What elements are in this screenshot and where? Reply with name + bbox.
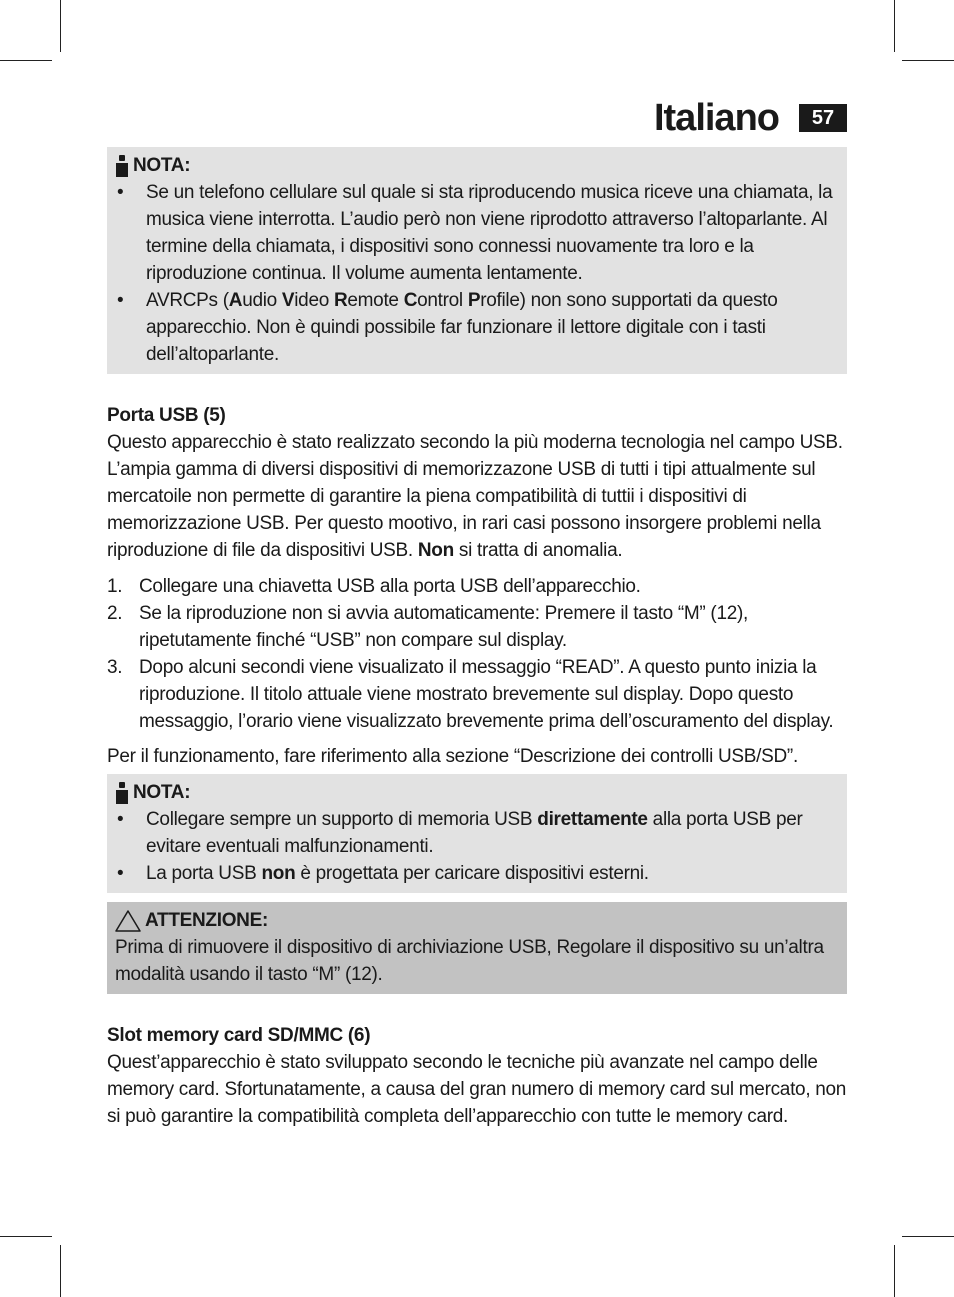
usb-steps (107, 573, 847, 735)
section-heading-sd: Slot memory card SD/MMC (6) (107, 1025, 371, 1046)
page-number: 57 (799, 104, 847, 132)
note-box (107, 147, 847, 374)
crop-mark (902, 60, 954, 61)
warning-title-row (115, 907, 839, 934)
page-language-title: Italiano (653, 97, 779, 139)
note-bullet: • Se un telefono cellulare sul quale si sta riproducendo musica riceve una chiamata, la musica viene interrotta. L’audio però non viene riprodotto attraverso l’altoparlante. Al termine della chiamata, i dispositivi sono connessi nuovamente tra loro e la riproduzione continua. Il volume aumenta lentamente. (115, 179, 839, 287)
note-bullet: • La porta USB non è progettata per caricare dispositivi esterni. (115, 860, 839, 887)
page-content (107, 147, 847, 1130)
warning-box (107, 902, 847, 994)
crop-mark (0, 1236, 52, 1237)
note-bullets (115, 179, 839, 368)
crop-mark (60, 1245, 61, 1297)
info-icon (115, 782, 129, 804)
info-icon (115, 155, 129, 177)
usb-paragraph: Questo apparecchio è stato realizzato secondo la più moderna tecnologia nel campo USB. L’ampia gamma di diversi dispositivi di memorizzazone USB di tutti i tipi attualmente sul mercatoile non permette di garantire la piena compatibilità di tuttii i dispositivi di memorizzazione USB. Per questo mootivo, in rari casi possono insorgere problemi nella riproduzione di file da dispositivi USB. Non si tratta di anomalia. (107, 432, 843, 561)
note-bullet: • AVRCPs (Audio Video Remote Control Profile) non sono supportati da questo apparecchio. Non è quindi possibile far funzionare il lettore digitale con i tasti dell’altoparlante. (115, 287, 839, 368)
note-title: NOTA: (133, 155, 191, 176)
crop-mark (0, 60, 52, 61)
warning-title: ATTENZIONE: (145, 910, 269, 931)
note-title-row (115, 152, 839, 179)
crop-mark (894, 1245, 895, 1297)
note-bullets (115, 806, 839, 887)
note-title-row (115, 779, 839, 806)
note-box (107, 774, 847, 893)
crop-mark (60, 0, 61, 52)
crop-mark (902, 1236, 954, 1237)
usb-reference-text: Per il funzionamento, fare riferimento alla sezione “Descrizione dei controlli USB/SD”. (107, 746, 798, 767)
section-heading-usb: Porta USB (5) (107, 405, 226, 426)
crop-mark (894, 0, 895, 52)
note-bullet: • Collegare sempre un supporto di memoria USB direttamente alla porta USB per evitare eventuali malfunzionamenti. (115, 806, 839, 860)
warning-text: Prima di rimuovere il dispositivo di archiviazione USB, Regolare il dispositivo su un’altra modalità usando il tasto “M” (12). (115, 937, 824, 985)
step-item: 3. Dopo alcuni secondi viene visualizato il messaggio “READ”. A questo punto inizia la riproduzione. Il titolo attuale viene mostrato brevemente sul display. Dopo questo messaggio, l’orario viene visualizzato brevemente prima dell’oscuramento del display. (107, 657, 834, 732)
note-title: NOTA: (133, 782, 191, 803)
step-item: 2. Se la riproduzione non si avvia automaticamente: Premere il tasto “M” (12), ripetutamente finché “USB” non compare sul display. (107, 603, 749, 651)
page-header (654, 96, 847, 140)
step-item: 1. Collegare una chiavetta USB alla porta USB dell’apparecchio. (107, 576, 641, 597)
warning-triangle-icon (115, 910, 141, 932)
sd-paragraph: Quest’apparecchio è stato sviluppato secondo le tecniche più avanzate nel campo delle memory card. Sfortunatamente, a causa del gran numero di memory card sul mercato, non si può garantire la compatibilità completa dell’apparecchio con tutte le memory card. (107, 1052, 847, 1127)
